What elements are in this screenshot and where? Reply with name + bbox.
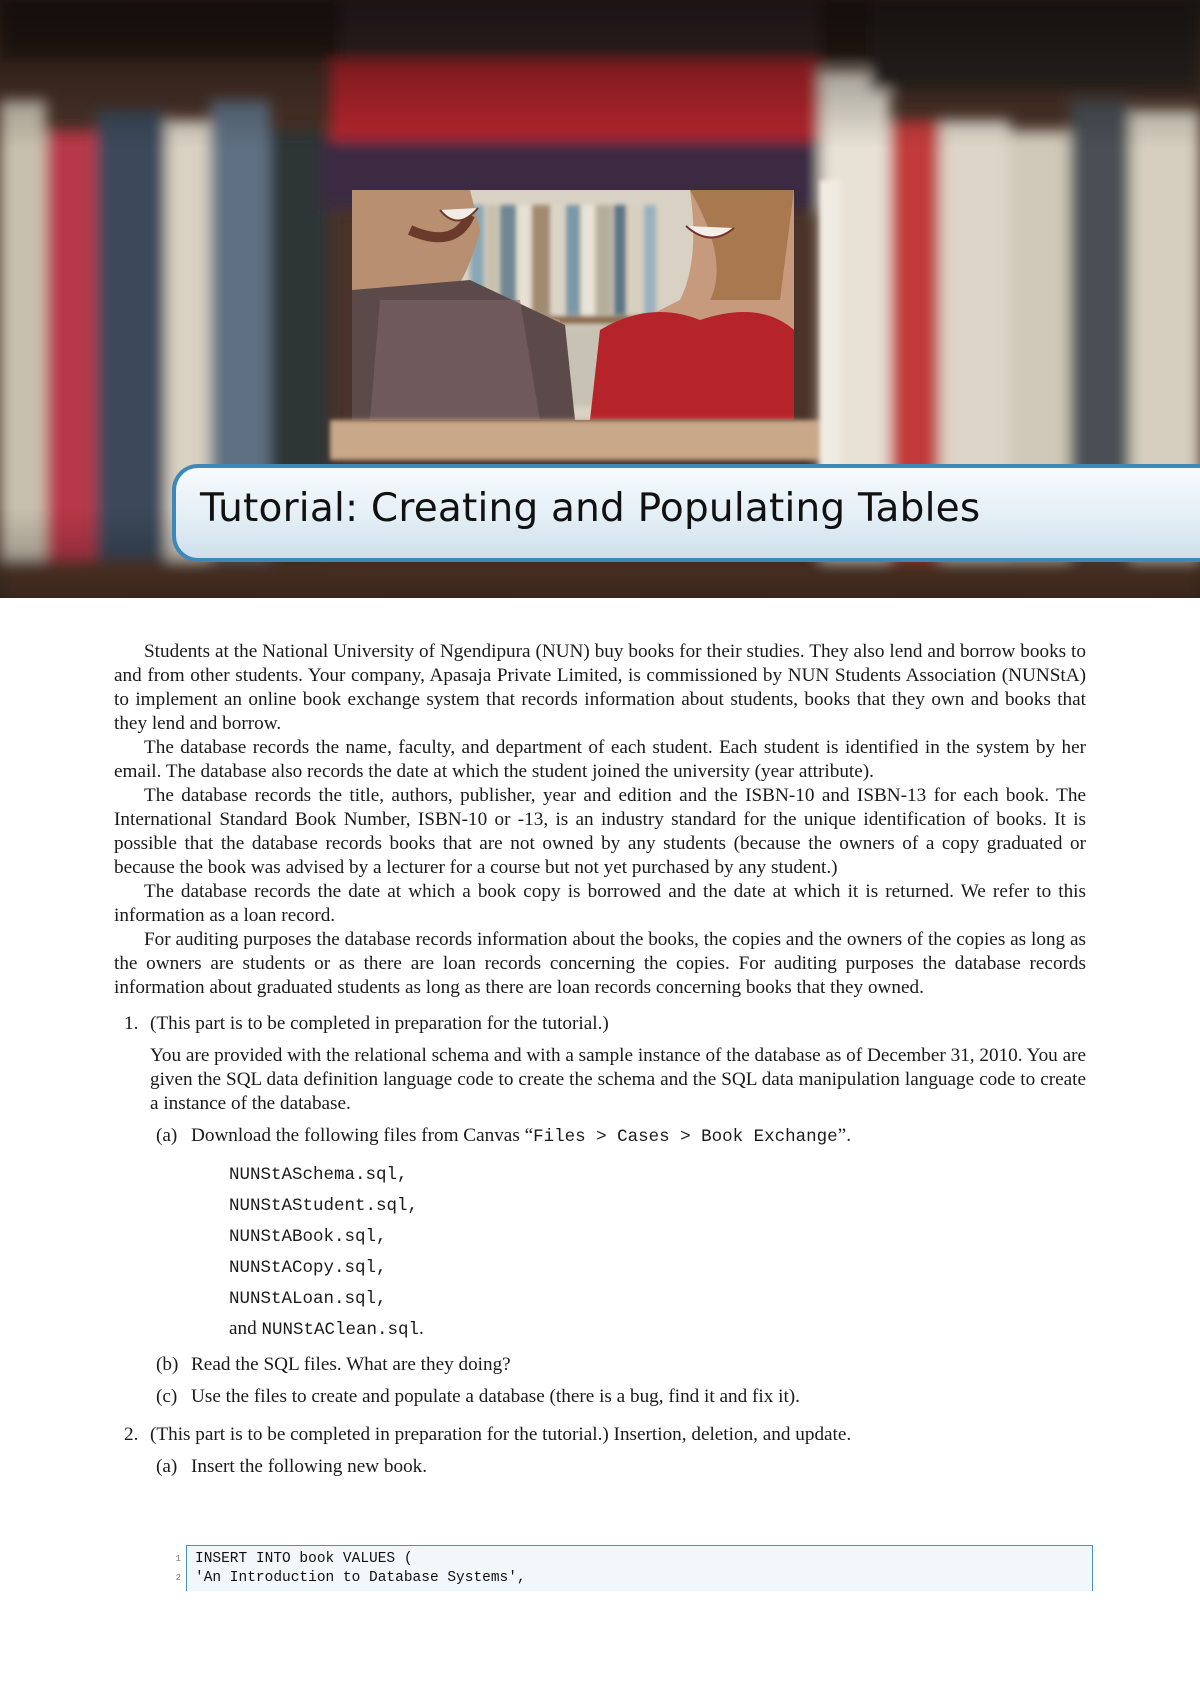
sub-item-text: Download the following files from Canvas “ [191, 1125, 534, 1146]
code-text: INSERT INTO book VALUES ( [195, 1551, 413, 1567]
exercise-list [114, 1012, 1086, 1479]
intro-paragraph: The database records the title, authors, publisher, year and edition and the ISBN-10 and ISBN-13 for each book. The International Standard Book Number, ISBN-10 or -13, is an industry standard for the unique identification of books. It is possible that the database records books that are not owned by any students (because the owners of a copy graduated or because the book was advised by a lecturer for a course but not yet purchased by any student.) [114, 785, 1086, 878]
file-item [229, 1221, 1086, 1252]
sub-item [150, 1455, 1086, 1479]
file-item [229, 1252, 1086, 1283]
item-number: 2. [124, 1424, 139, 1445]
file-item [229, 1314, 1086, 1345]
sub-item [150, 1353, 1086, 1377]
file-name: NUNStALoan.sql, [229, 1289, 387, 1309]
item-lead: (This part is to be completed in preparation for the tutorial.) [150, 1013, 609, 1034]
file-item [229, 1283, 1086, 1314]
file-name: NUNStACopy.sql, [229, 1258, 387, 1278]
intro-paragraph: The database records the date at which a book copy is borrowed and the date at which it is returned. We refer to this information as a loan record. [114, 881, 1086, 926]
sql-code-listing [175, 1545, 1093, 1591]
line-number: 1 [175, 1554, 181, 1564]
file-item [229, 1159, 1086, 1190]
file-name: NUNStAClean.sql [261, 1320, 420, 1340]
sub-item [150, 1124, 1086, 1345]
sub-item-label: (a) [156, 1125, 178, 1146]
file-suffix: . [419, 1318, 424, 1339]
sub-item-text: Use the files to create and populate a database (there is a bug, find it and fix it). [191, 1386, 800, 1407]
document-body [114, 640, 1086, 1479]
canvas-path: Files > Cases > Book Exchange [533, 1127, 838, 1147]
item-lead: (This part is to be completed in preparation for the tutorial.) Insertion, deletion, and update. [150, 1424, 852, 1445]
item-number: 1. [124, 1013, 139, 1034]
sub-item-label: (b) [156, 1354, 179, 1375]
line-number: 2 [175, 1573, 181, 1583]
file-list [229, 1159, 1086, 1345]
file-name: NUNStASchema.sql, [229, 1165, 408, 1185]
exercise-item [114, 1012, 1086, 1409]
file-item [229, 1190, 1086, 1221]
file-prefix: and [229, 1318, 262, 1339]
sub-item-label: (c) [156, 1386, 178, 1407]
item-paragraph: You are provided with the relational schema and with a sample instance of the database as of December 31, 2010. You are given the SQL data definition language code to create the schema and the SQL data manipulation language code to create a instance of the database. [150, 1045, 1086, 1114]
intro-paragraph: Students at the National University of Ngendipura (NUN) buy books for their studies. They also lend and borrow books to and from other students. Your company, Apasaja Private Limited, is commissioned by NUN Students Association (NUNStA) to implement an online book exchange system that records information about students, books that they own and books that they lend and borrow. [114, 641, 1086, 734]
intro-paragraph: For auditing purposes the database records information about the books, the copies and the owners of the copies as long as the owners are students or as there are loan records concerning the copies. For auditing purposes the database records information about graduated students as long as there are loan records concerning books that they owned. [114, 929, 1086, 998]
page-title: Tutorial: Creating and Populating Tables [200, 486, 981, 531]
sub-item-label: (a) [156, 1456, 178, 1477]
header-photo [0, 0, 1200, 598]
intro-paragraph: The database records the name, faculty, and department of each student. Each student is identified in the system by her email. The database also records the date at which the student joined the university (year attribute). [114, 737, 1086, 782]
code-text: 'An Introduction to Database Systems', [195, 1570, 526, 1586]
file-name: NUNStAStudent.sql, [229, 1196, 419, 1216]
exercise-item [114, 1423, 1086, 1479]
sub-item-text-end: ”. [837, 1125, 851, 1146]
sub-item-text: Read the SQL files. What are they doing? [191, 1354, 511, 1375]
title-banner [172, 464, 1200, 562]
sub-item-text: Insert the following new book. [191, 1456, 428, 1477]
code-line [175, 1569, 1092, 1588]
sub-item [150, 1385, 1086, 1409]
code-line [175, 1550, 1092, 1569]
file-name: NUNStABook.sql, [229, 1227, 387, 1247]
